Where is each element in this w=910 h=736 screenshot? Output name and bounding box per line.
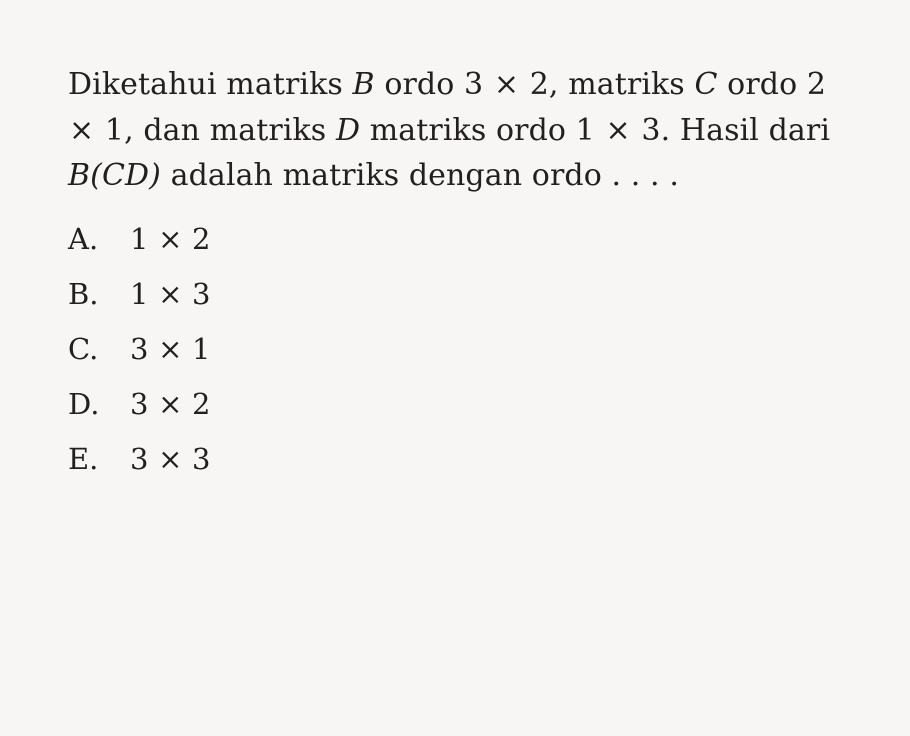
option-letter: D. xyxy=(68,386,100,421)
option-letter: A. xyxy=(68,221,99,256)
question-fragment: 1, dan matriks xyxy=(95,112,336,148)
option-letter: E. xyxy=(68,441,99,476)
question-text xyxy=(68,62,840,199)
question-fragment: matriks ordo 1 xyxy=(360,112,605,148)
question-fragment: 3. xyxy=(631,112,671,148)
question-line-4: ordo . . . . xyxy=(531,158,679,194)
answer-options xyxy=(68,221,840,476)
option-b[interactable] xyxy=(68,276,840,311)
question-line-1 xyxy=(68,67,718,102)
question-fragment: Hasil dari xyxy=(679,112,831,148)
option-a[interactable] xyxy=(68,221,840,256)
question-fragment: Diketahui matriks xyxy=(68,67,353,102)
option-letter: C. xyxy=(68,331,99,366)
question-fragment: 2, matriks xyxy=(520,67,695,102)
option-text: 1 × 2 xyxy=(130,221,211,256)
option-c[interactable] xyxy=(68,331,840,366)
question-fragment: ordo 2 xyxy=(727,67,827,102)
option-e[interactable] xyxy=(68,441,840,476)
option-text: 3 × 3 xyxy=(130,441,211,476)
question-fragment: adalah matriks dengan xyxy=(160,158,523,194)
times-symbol: × xyxy=(493,67,520,102)
matrix-expression: B(CD) xyxy=(68,158,161,194)
option-letter: B. xyxy=(68,276,99,311)
option-text: 3 × 1 xyxy=(130,331,211,366)
times-symbol: × xyxy=(605,112,631,148)
times-symbol: × xyxy=(69,112,95,148)
matrix-variable-b: B xyxy=(352,67,375,102)
matrix-variable-d: D xyxy=(335,112,361,148)
option-d[interactable] xyxy=(68,386,840,421)
matrix-variable-c: C xyxy=(694,67,718,102)
option-text: 1 × 3 xyxy=(130,276,211,311)
question-fragment: ordo 3 xyxy=(374,67,493,102)
option-text: 3 × 2 xyxy=(130,386,211,421)
